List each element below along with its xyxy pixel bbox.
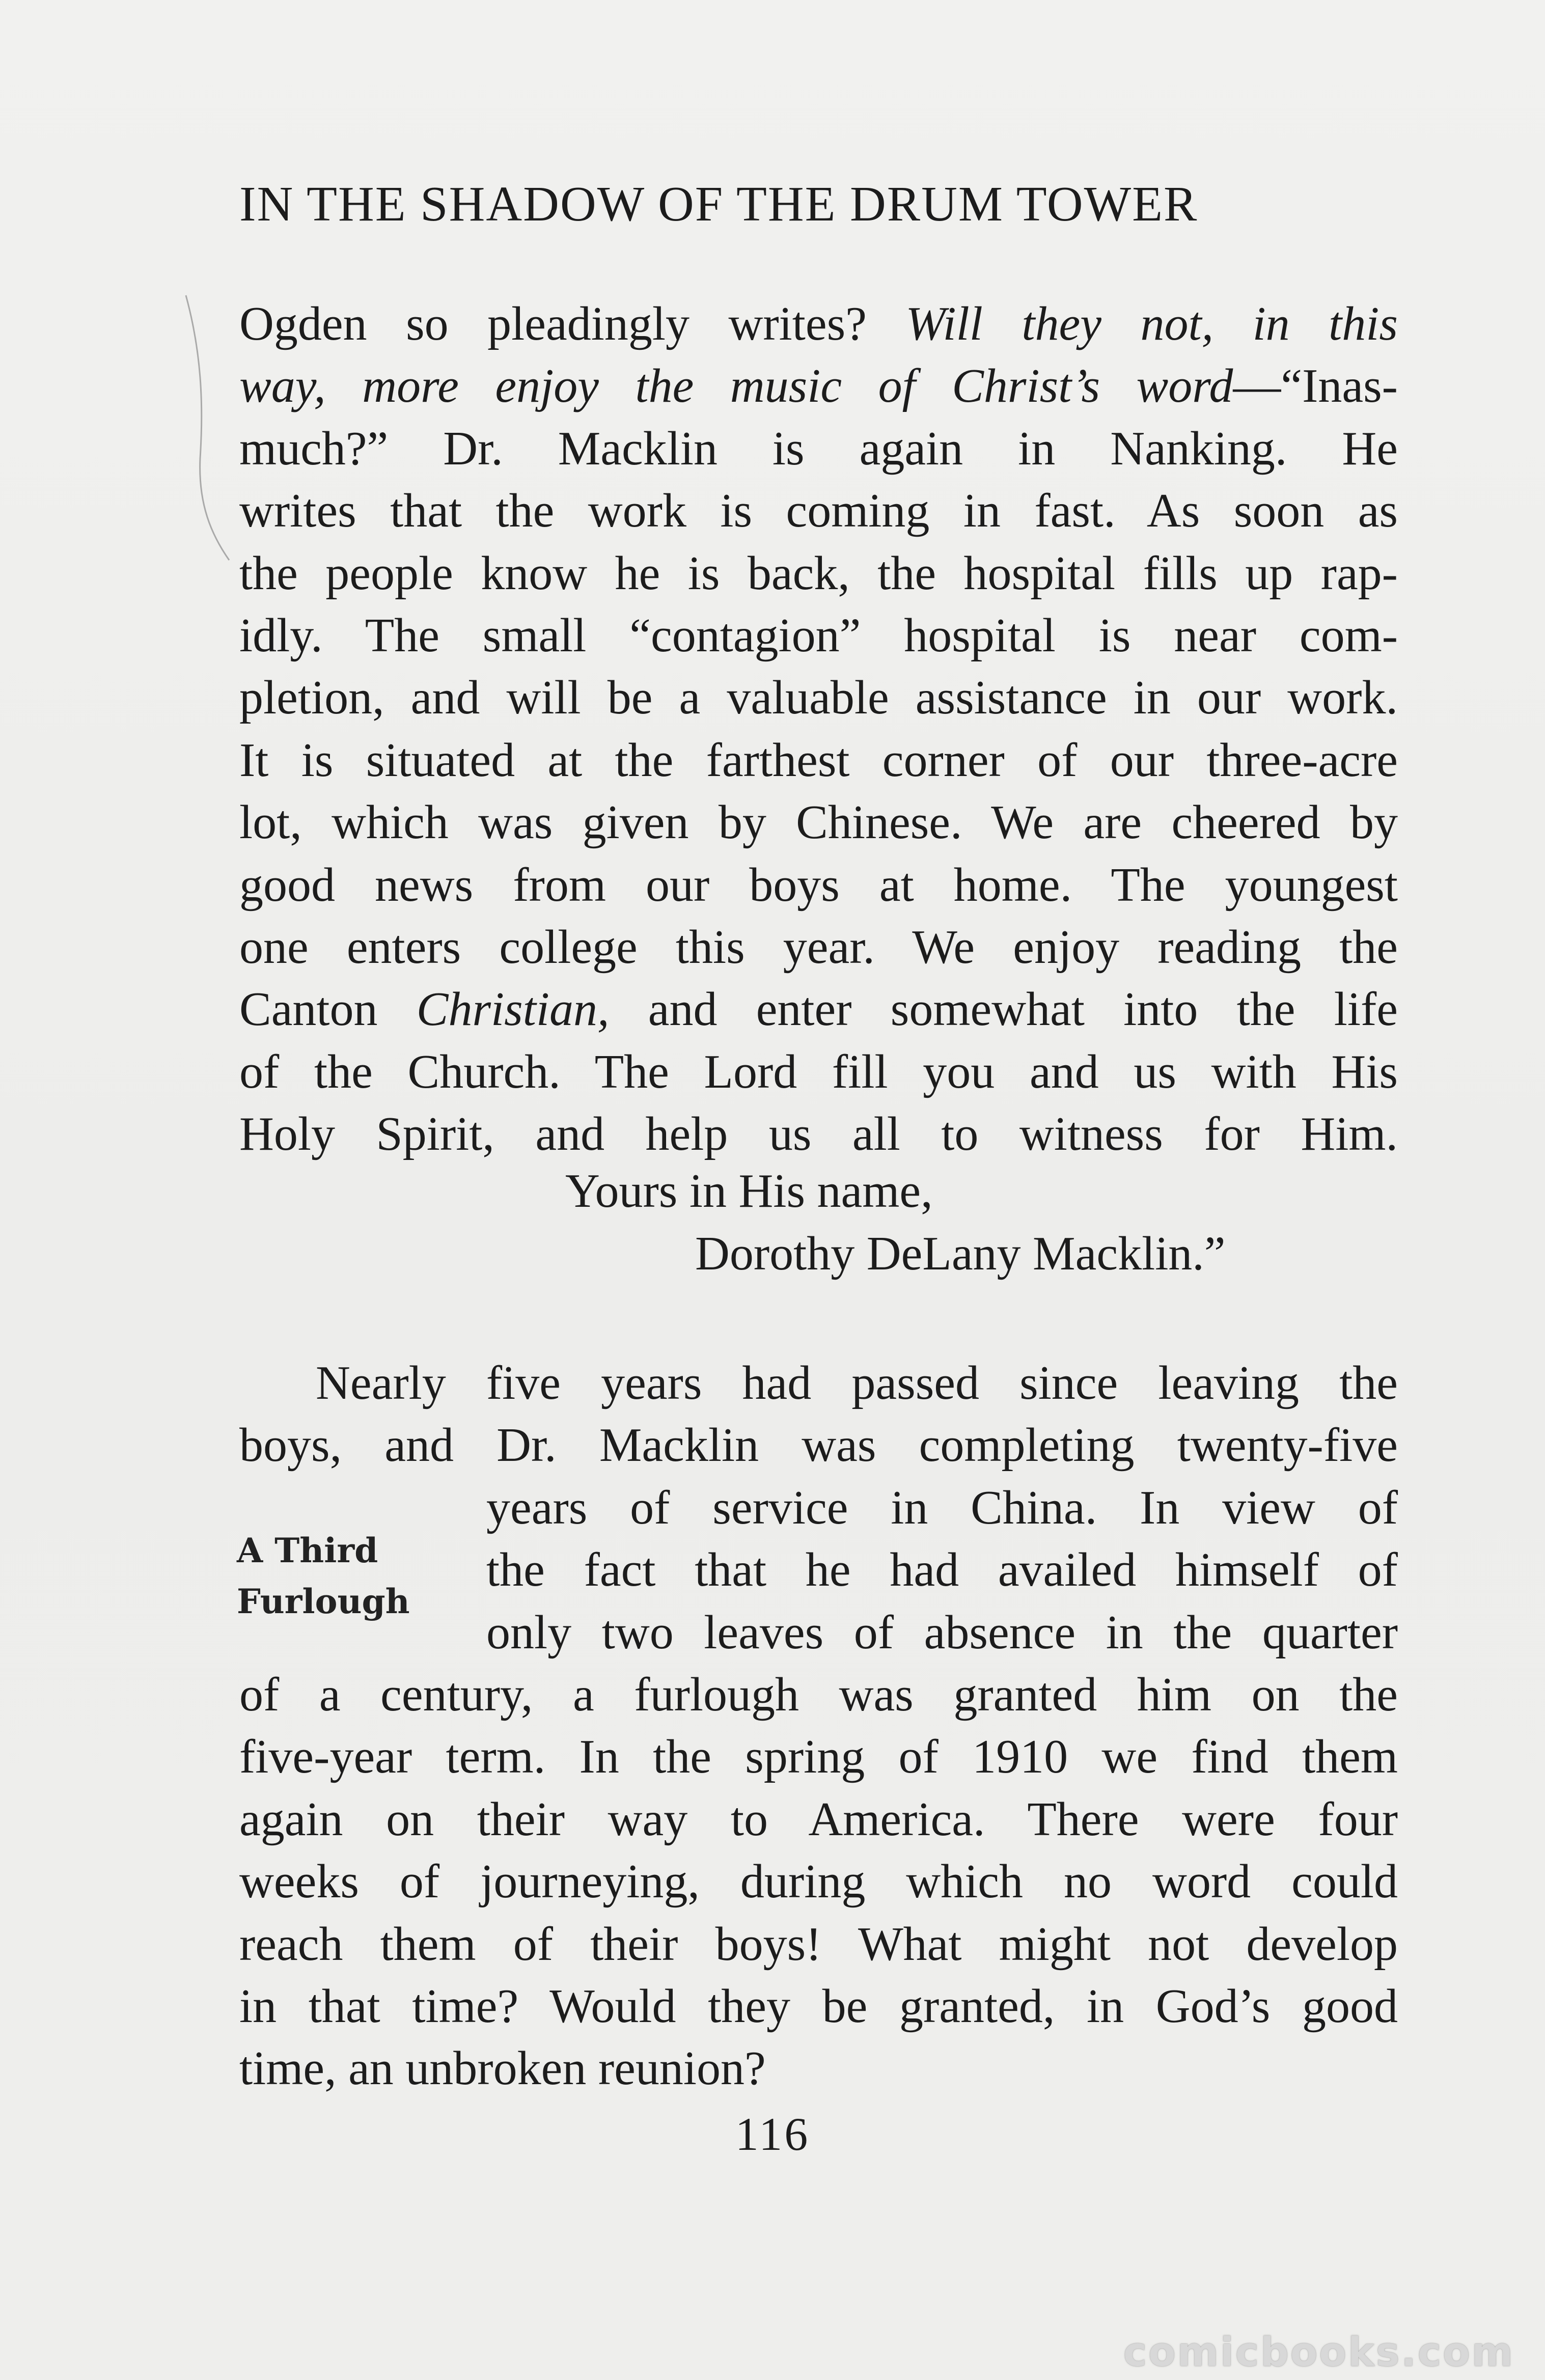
- text-line: the fact that he had availed himself of: [486, 1543, 1398, 1597]
- margin-pencil-mark: [181, 290, 242, 565]
- text-line: only two leaves of absence in the quarter: [486, 1606, 1398, 1659]
- sidenote-line: Furlough: [237, 1582, 410, 1621]
- letter-signature: Dorothy DeLany Macklin.”: [695, 1227, 1226, 1280]
- running-header: IN THE SHADOW OF THE DRUM TOWER: [239, 177, 1198, 232]
- text-line: writes that the work is coming in fast. As soon as: [239, 484, 1398, 538]
- text-line: much?” Dr. Macklin is again in Nanking. He: [239, 422, 1398, 475]
- text-line: Holy Spirit, and help us all to witness for Him.: [239, 1108, 1398, 1161]
- text-line: reach them of their boys! What might not develop: [239, 1917, 1398, 1971]
- text-line: again on their way to America. There were four: [239, 1792, 1398, 1846]
- text-line: years of service in China. In view of: [486, 1481, 1398, 1534]
- text-line: pletion, and will be a valuable assistance in our work.: [239, 671, 1398, 725]
- text-line: idly. The small “contagion” hospital is near com-: [239, 608, 1398, 662]
- text-line: one enters college this year. We enjoy reading the: [239, 920, 1398, 974]
- text-line: the people know he is back, the hospital fills up rap-: [239, 546, 1398, 600]
- text-line: boys, and Dr. Macklin was completing twenty-five: [239, 1419, 1398, 1472]
- text-line: lot, which was given by Chinese. We are cheered by: [239, 796, 1398, 849]
- text-line: It is situated at the farthest corner of our three-acre: [239, 733, 1398, 787]
- sidenote-line: A Third: [237, 1531, 378, 1570]
- text-line: of a century, a furlough was granted him on the: [239, 1668, 1398, 1721]
- letter-salutation: Yours in His name,: [565, 1165, 933, 1217]
- watermark: comicbooks.com: [1123, 2330, 1514, 2375]
- text-line: Nearly five years had passed since leaving the: [316, 1357, 1398, 1409]
- text-line: Canton Christian, and enter somewhat into the life: [239, 983, 1398, 1036]
- text-line: good news from our boys at home. The youngest: [239, 858, 1398, 911]
- letter-paragraph: [239, 293, 1398, 1165]
- text-line: in that time? Would they be granted, in God’s good: [239, 1979, 1398, 2033]
- text-line: way, more enjoy the music of Christ’s word—“Inas-: [239, 359, 1398, 413]
- text-line: Ogden so pleadingly writes? Will they not, in this: [239, 297, 1398, 350]
- page-number: 116: [735, 2108, 810, 2160]
- narrative-paragraph: [239, 1352, 1398, 2100]
- text-line: weeks of journeying, during which no word could: [239, 1855, 1398, 1908]
- text-line: of the Church. The Lord fill you and us with His: [239, 1045, 1398, 1098]
- text-line: time, an unbroken reunion?: [239, 2042, 766, 2095]
- text-line: five-year term. In the spring of 1910 we find them: [239, 1730, 1398, 1784]
